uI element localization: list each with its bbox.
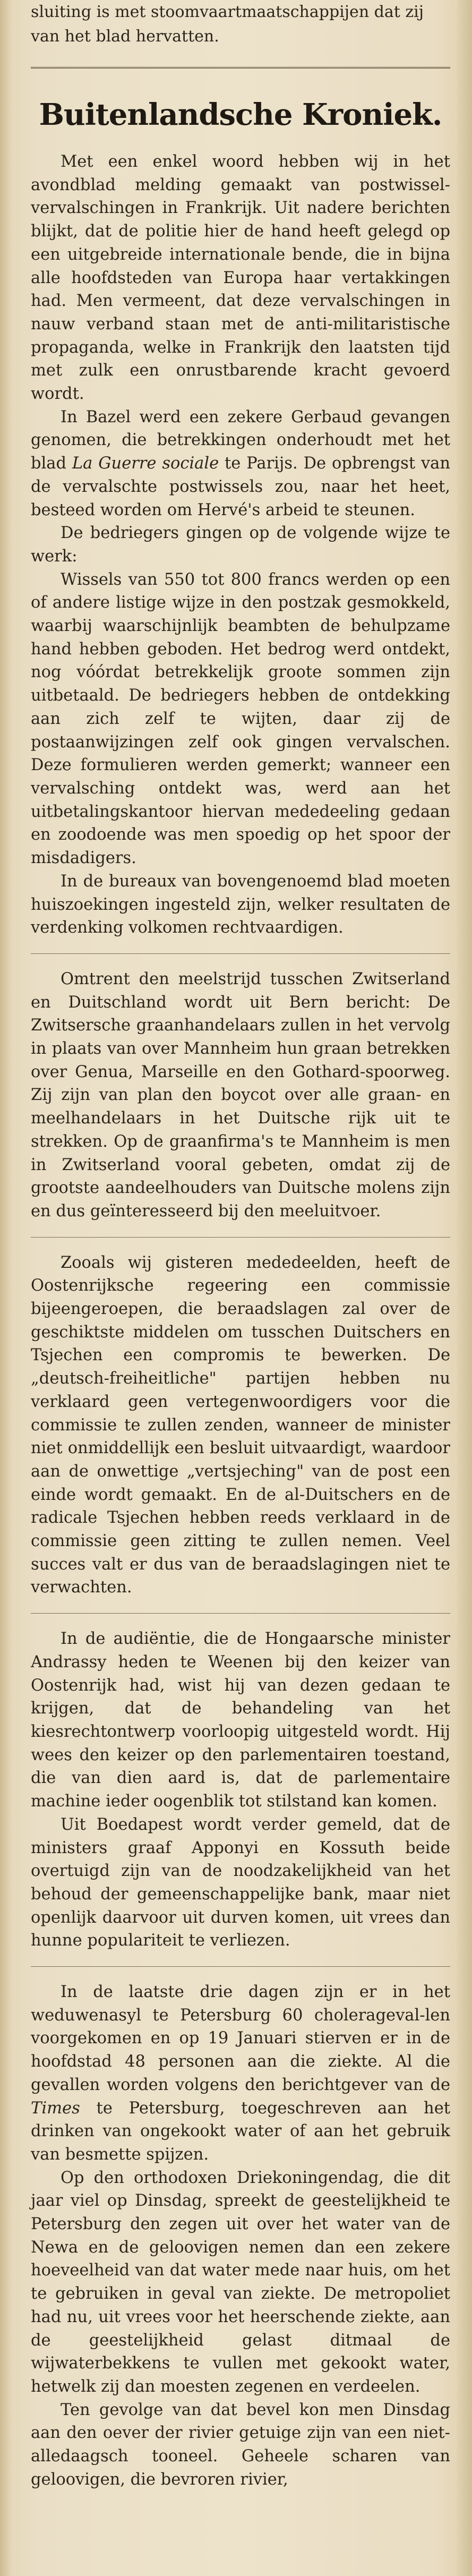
paragraph: In de bureaux van bovengenoemd blad moeten huiszoekingen ingesteld zijn, welker resultaten de verdenking volkomen rechtvaardigen. (31, 872, 450, 937)
news-item (31, 1627, 450, 1952)
paragraph: Ten gevolge van dat bevel kon men Dinsdag aan den oever der rivier getuige zijn van een niet-alledaagsch tooneel. Geheele scharen van geloovigen, die bevroren rivier, (31, 2400, 450, 2489)
news-item (31, 968, 450, 1223)
paragraph: Wissels van 550 tot 800 francs werden op een of andere listige wijze in den postzak gesmokkeld, waarbij waarschijnlijk beambten de behulpzame hand hebben geboden. Het bedrog werd ontdekt, nog vóórdat betrekkelijk groote sommen zijn uitbetaald. De bedriegers hebben de ontdekking aan zich zelf te wijten, daar zij de postaanwijzingen zelf ook gingen vervalschen. Deze formulieren werden gemerkt; wanneer een vervalsching ontdekt was, werd aan het uitbetalingskantoor hiervan mededeeling gedaan en zoodoende was men spoedig op het spoor der misdadigers. (31, 570, 450, 868)
item-separator (31, 953, 450, 954)
item-separator (31, 1966, 450, 1967)
sections (31, 150, 450, 2492)
news-item (31, 1981, 450, 2491)
paragraph: Op den orthodoxen Driekoningendag, die dit jaar viel op Dinsdag, spreekt de geestelijkheid te Petersburg den zegen uit over het water van de Newa en de geloovigen nemen dan een zekere hoeveelheid van dat water mede naar huis, om het te gebruiken in geval van ziekte. De metropoliet had nu, uit vrees voor het heerschende ziekte, aan de geestelijkheid gelast ditmaal de wijwaterbekkens te vullen met gekookt water, hetwelk zij dan moesten zegenen en verdeelen. (31, 2168, 450, 2396)
section-heading: Buitenlandsche Kroniek. (39, 97, 442, 132)
paper-edge-left (0, 0, 12, 2576)
news-item (31, 150, 450, 940)
section-divider (31, 67, 450, 69)
item-separator (31, 1237, 450, 1238)
paragraph: In Bazel werd een zekere Gerbaud gevangen genomen, die betrekkingen onderhoudt met het blad La Guerre sociale te Parijs. De opbrengst van de vervalschte postwissels zou, naar het heet, besteed worden om Hervé's arbeid te steunen. (31, 407, 451, 519)
fragment-line: van het blad hervatten. (31, 27, 219, 46)
paragraph: Zooals wij gisteren mededeelden, heeft de Oostenrijksche regeering een commissie bijeengeroepen, die beraadslagen zal over de geschiktste middelen om tusschen Duitschers en Tsjechen een compromis te bewerken. De „deutsch-freiheitliche" partijen hebben nu verklaard geen vertegenwoordigers voor die commissie te zullen zenden, wanneer de minister niet onmiddellijk een besluit uitvaardigt, waardoor aan de onwettige „vertsjeching" van de post een einde wordt gemaakt. En de al-Duitschers en de radicale Tsjechen hebben reeds verklaard in de commissie geen zitting te zullen nemen. Veel succes valt er dus van de beraadslagingen niet te verwachten. (31, 1253, 450, 1597)
paper-edge-right (456, 0, 472, 2576)
item-separator (31, 1613, 450, 1614)
paragraph: Met een enkel woord hebben wij in het avondblad melding gemaakt van postwissel-vervalschingen in Frankrijk. Uit nadere berichten blijkt, dat de politie hier de hand heeft gelegd op een uitgebreide internationale bende, die in bijna alle hoofdsteden van Europa haar vertakkingen had. Men vermeent, dat deze vervalschingen in nauw verband staan met de anti-militaristische propaganda, welke in Frankrijk den laatsten tijd met zulk een onrustbarende kracht gevoerd wordt. (31, 152, 450, 404)
paragraph: In de laatste drie dagen zijn er in het weduwenasyl te Petersburg 60 cholerageval-len voorgekomen en op 19 Januari stierven er in de hoofdstad 48 personen aan die ziekte. Al die gevallen worden volgens den berichtgever van de Times te Petersburg, toegeschreven aan het drinken van ongekookt water of aan het gebruik van besmette spijzen. (31, 1983, 450, 2164)
newspaper-title: La Guerre sociale (72, 454, 219, 473)
paragraph: Omtrent den meelstrijd tusschen Zwitserland en Duitschland wordt uit Bern bericht: De Zwitsersche graanhandelaars zullen in het vervolg in plaats van over Mannheim hun graan betrekken over Genua, Marseille en den Gothard-spoorweg. Zij zijn van plan den boycot over alle graan- en meelhandelaars in het Duitsche rijk uit te strekken. Op de graanfirma's te Mannheim is men in Zwitserland vooral gebeten, omdat zij de grootste aandeelhouders van Duitsche molens zijn en dus geïnteresseerd bij den meeluitvoer. (31, 969, 450, 1221)
previous-article-fragment (31, 0, 450, 49)
paragraph: Uit Boedapest wordt verder gemeld, dat de ministers graaf Apponyi en Kossuth beide overtuigd zijn van de noodzakelijkheid van het behoud der gemeenschappelijke bank, maar niet openlijk daarvoor uit durven komen, uit vrees dan hunne populariteit te verliezen. (31, 1815, 450, 1950)
paragraph: De bedriegers gingen op de volgende wijze te werk: (31, 524, 450, 566)
article-column (31, 0, 450, 2492)
fragment-line: sluiting is met stoomvaartmaatschappijen dat zij (31, 3, 424, 21)
paragraph: In de audiëntie, die de Hongaarsche minister Andrassy heden te Weenen bij den keizer van Oostenrijk had, wist hij van dezen gedaan te krijgen, dat de behandeling van het kiesrechtontwerp voorloopig uitgesteld wordt. Hij wees den keizer op den parlementairen toestand, die van dien aard is, dat de parlementaire machine ieder oogenblik tot stilstand kan komen. (31, 1630, 450, 1811)
newspaper-title: Times (31, 2099, 80, 2118)
news-item (31, 1251, 450, 1600)
